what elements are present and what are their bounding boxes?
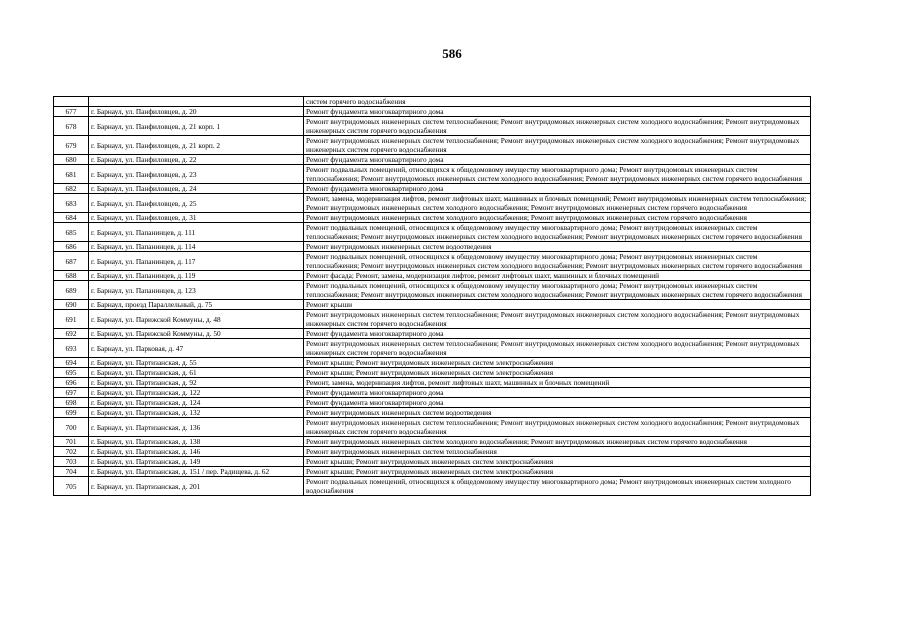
table-row — [54, 329, 811, 339]
works-cell: Ремонт подвальных помещений, относящихся к общедомовому имуществу многоквартирного дома; Ремонт внутридомовых инженерных систем холодного водоснабжения — [304, 477, 811, 496]
table-row — [54, 467, 811, 477]
address-cell: г. Барнаул, ул. Парижской Коммуны, д. 50 — [89, 329, 304, 339]
row-number-cell: 684 — [54, 213, 89, 223]
table-row — [54, 310, 811, 329]
page-number: 586 — [442, 46, 462, 61]
works-cell: Ремонт крыши; Ремонт внутридомовых инженерных систем электроснабжения — [304, 368, 811, 378]
works-cell: Ремонт внутридомовых инженерных систем теплоснабжения; Ремонт внутридомовых инженерных систем холодного водоснабжения; Ремонт внутридомовых инженерных систем горячего водоснабжения — [304, 339, 811, 358]
table-row — [54, 300, 811, 310]
address-cell: г. Барнаул, ул. Папанинцев, д. 111 — [89, 223, 304, 242]
address-cell: г. Барнаул, проезд Параллельный, д. 75 — [89, 300, 304, 310]
row-number-cell: 704 — [54, 467, 89, 477]
works-cell: Ремонт внутридомовых инженерных систем теплоснабжения; Ремонт внутридомовых инженерных систем холодного водоснабжения; Ремонт внутридомовых инженерных систем горячего водоснабжения — [304, 418, 811, 437]
address-cell: г. Барнаул, ул. Парковая, д. 47 — [89, 339, 304, 358]
table-row — [54, 252, 811, 271]
table-row — [54, 477, 811, 496]
table-row — [54, 136, 811, 155]
works-cell: Ремонт подвальных помещений, относящихся к общедомовому имуществу многоквартирного дома; Ремонт внутридомовых инженерных систем теплоснабжения; Ремонт внутридомовых инженерных систем холодного водоснабжения; Ремонт внутридомовых инженерных систем горячего водоснабжения — [304, 281, 811, 300]
address-cell: г. Барнаул, ул. Партизанская, д. 149 — [89, 457, 304, 467]
row-number-cell: 682 — [54, 184, 89, 194]
works-cell: Ремонт фундамента многоквартирного дома — [304, 329, 811, 339]
row-number-cell: 680 — [54, 155, 89, 165]
address-cell: г. Барнаул, ул. Папанинцев, д. 117 — [89, 252, 304, 271]
address-cell: г. Барнаул, ул. Партизанская, д. 124 — [89, 398, 304, 408]
table-row — [54, 398, 811, 408]
works-cell: Ремонт фундамента многоквартирного дома — [304, 155, 811, 165]
works-cell: Ремонт внутридомовых инженерных систем холодного водоснабжения; Ремонт внутридомовых инженерных систем горячего водоснабжения — [304, 213, 811, 223]
table-row — [54, 165, 811, 184]
works-cell: Ремонт внутридомовых инженерных систем теплоснабжения — [304, 447, 811, 457]
table-row — [54, 447, 811, 457]
row-number-cell: 695 — [54, 368, 89, 378]
works-cell: Ремонт подвальных помещений, относящихся к общедомовому имуществу многоквартирного дома; Ремонт внутридомовых инженерных систем теплоснабжения; Ремонт внутридомовых инженерных систем холодного водоснабжения; Ремонт внутридомовых инженерных систем горячего водоснабжения — [304, 252, 811, 271]
table-row — [54, 223, 811, 242]
address-cell: г. Барнаул, ул. Партизанская, д. 151 / пер. Радищева, д. 62 — [89, 467, 304, 477]
table-row — [54, 378, 811, 388]
table-row — [54, 194, 811, 213]
works-cell: Ремонт фундамента многоквартирного дома — [304, 184, 811, 194]
address-cell: г. Барнаул, ул. Панфиловцев, д. 21 корп. 2 — [89, 136, 304, 155]
table-row — [54, 242, 811, 252]
address-cell — [89, 97, 304, 107]
row-number-cell: 678 — [54, 117, 89, 136]
row-number-cell: 686 — [54, 242, 89, 252]
row-number-cell: 703 — [54, 457, 89, 467]
row-number-cell: 691 — [54, 310, 89, 329]
works-cell: Ремонт крыши; Ремонт внутридомовых инженерных систем электроснабжения — [304, 358, 811, 368]
table-row — [54, 155, 811, 165]
works-cell: Ремонт, замена, модернизация лифтов, ремонт лифтовых шахт, машинных и блочных помещений; Ремонт внутридомовых инженерных систем теплоснабжения; Ремонт внутридомовых инженерных систем холодного водоснабжения; Ремонт внутридомовых инженерных систем горячего водоснабжения — [304, 194, 811, 213]
works-cell: Ремонт подвальных помещений, относящихся к общедомовому имуществу многоквартирного дома; Ремонт внутридомовых инженерных систем теплоснабжения; Ремонт внутридомовых инженерных систем холодного водоснабжения; Ремонт внутридомовых инженерных систем горячего водоснабжения — [304, 223, 811, 242]
row-number-cell: 693 — [54, 339, 89, 358]
row-number-cell: 694 — [54, 358, 89, 368]
row-number-cell: 687 — [54, 252, 89, 271]
row-number-cell: 681 — [54, 165, 89, 184]
row-number-cell — [54, 97, 89, 107]
address-cell: г. Барнаул, ул. Партизанская, д. 55 — [89, 358, 304, 368]
row-number-cell: 701 — [54, 437, 89, 447]
works-cell: Ремонт крыши; Ремонт внутридомовых инженерных систем электроснабжения — [304, 457, 811, 467]
address-cell: г. Барнаул, ул. Папанинцев, д. 123 — [89, 281, 304, 300]
row-number-cell: 702 — [54, 447, 89, 457]
works-cell: Ремонт внутридомовых инженерных систем теплоснабжения; Ремонт внутридомовых инженерных систем холодного водоснабжения; Ремонт внутридомовых инженерных систем горячего водоснабжения — [304, 117, 811, 136]
table-row — [54, 437, 811, 447]
address-cell: г. Барнаул, ул. Панфиловцев, д. 23 — [89, 165, 304, 184]
address-cell: г. Барнаул, ул. Партизанская, д. 201 — [89, 477, 304, 496]
row-number-cell: 696 — [54, 378, 89, 388]
works-cell: Ремонт крыши; Ремонт внутридомовых инженерных систем электроснабжения — [304, 467, 811, 477]
address-cell: г. Барнаул, ул. Партизанская, д. 136 — [89, 418, 304, 437]
row-number-cell: 679 — [54, 136, 89, 155]
table-row — [54, 213, 811, 223]
row-number-cell: 688 — [54, 271, 89, 281]
address-cell: г. Барнаул, ул. Парижской Коммуны, д. 48 — [89, 310, 304, 329]
row-number-cell: 698 — [54, 398, 89, 408]
table-row — [54, 271, 811, 281]
row-number-cell: 689 — [54, 281, 89, 300]
table-row — [54, 457, 811, 467]
row-number-cell: 690 — [54, 300, 89, 310]
row-number-cell: 697 — [54, 388, 89, 398]
row-number-cell: 683 — [54, 194, 89, 213]
works-cell: Ремонт фасада; Ремонт, замена, модернизация лифтов, ремонт лифтовых шахт, машинных и блочных помещений — [304, 271, 811, 281]
address-cell: г. Барнаул, ул. Панфиловцев, д. 22 — [89, 155, 304, 165]
works-cell: Ремонт подвальных помещений, относящихся к общедомовому имуществу многоквартирного дома; Ремонт внутридомовых инженерных систем теплоснабжения; Ремонт внутридомовых инженерных систем холодного водоснабжения; Ремонт внутридомовых инженерных систем горячего водоснабжения — [304, 165, 811, 184]
works-cell: Ремонт внутридомовых инженерных систем водоотведения — [304, 408, 811, 418]
address-cell: г. Барнаул, ул. Панфиловцев, д. 21 корп. 1 — [89, 117, 304, 136]
address-cell: г. Барнаул, ул. Папанинцев, д. 119 — [89, 271, 304, 281]
address-cell: г. Барнаул, ул. Папанинцев, д. 114 — [89, 242, 304, 252]
table-body — [54, 97, 811, 496]
works-cell: систем горячего водоснабжения — [304, 97, 811, 107]
housing-repair-table — [53, 96, 811, 496]
address-cell: г. Барнаул, ул. Панфиловцев, д. 25 — [89, 194, 304, 213]
address-cell: г. Барнаул, ул. Панфиловцев, д. 24 — [89, 184, 304, 194]
table-row — [54, 368, 811, 378]
table-row — [54, 418, 811, 437]
address-cell: г. Барнаул, ул. Партизанская, д. 122 — [89, 388, 304, 398]
table-row — [54, 388, 811, 398]
works-cell: Ремонт фундамента многоквартирного дома — [304, 398, 811, 408]
table-row — [54, 107, 811, 117]
row-number-cell: 705 — [54, 477, 89, 496]
works-cell: Ремонт фундамента многоквартирного дома — [304, 388, 811, 398]
row-number-cell: 685 — [54, 223, 89, 242]
works-cell: Ремонт крыши — [304, 300, 811, 310]
address-cell: г. Барнаул, ул. Партизанская, д. 61 — [89, 368, 304, 378]
table-row — [54, 339, 811, 358]
works-cell: Ремонт фундамента многоквартирного дома — [304, 107, 811, 117]
address-cell: г. Барнаул, ул. Панфиловцев, д. 20 — [89, 107, 304, 117]
address-cell: г. Барнаул, ул. Партизанская, д. 132 — [89, 408, 304, 418]
row-number-cell: 699 — [54, 408, 89, 418]
address-cell: г. Барнаул, ул. Партизанская, д. 138 — [89, 437, 304, 447]
table-row — [54, 117, 811, 136]
works-cell: Ремонт внутридомовых инженерных систем водоотведения — [304, 242, 811, 252]
table-row — [54, 358, 811, 368]
works-cell: Ремонт внутридомовых инженерных систем холодного водоснабжения; Ремонт внутридомовых инженерных систем горячего водоснабжения — [304, 437, 811, 447]
works-cell: Ремонт внутридомовых инженерных систем теплоснабжения; Ремонт внутридомовых инженерных систем холодного водоснабжения; Ремонт внутридомовых инженерных систем горячего водоснабжения — [304, 310, 811, 329]
address-cell: г. Барнаул, ул. Партизанская, д. 146 — [89, 447, 304, 457]
row-number-cell: 700 — [54, 418, 89, 437]
works-cell: Ремонт внутридомовых инженерных систем теплоснабжения; Ремонт внутридомовых инженерных систем холодного водоснабжения; Ремонт внутридомовых инженерных систем горячего водоснабжения — [304, 136, 811, 155]
address-cell: г. Барнаул, ул. Партизанская, д. 92 — [89, 378, 304, 388]
row-number-cell: 677 — [54, 107, 89, 117]
address-cell: г. Барнаул, ул. Панфиловцев, д. 31 — [89, 213, 304, 223]
row-number-cell: 692 — [54, 329, 89, 339]
works-cell: Ремонт, замена, модернизация лифтов, ремонт лифтовых шахт, машинных и блочных помещений — [304, 378, 811, 388]
table-row — [54, 408, 811, 418]
table-row — [54, 97, 811, 107]
table-row — [54, 281, 811, 300]
table-row — [54, 184, 811, 194]
